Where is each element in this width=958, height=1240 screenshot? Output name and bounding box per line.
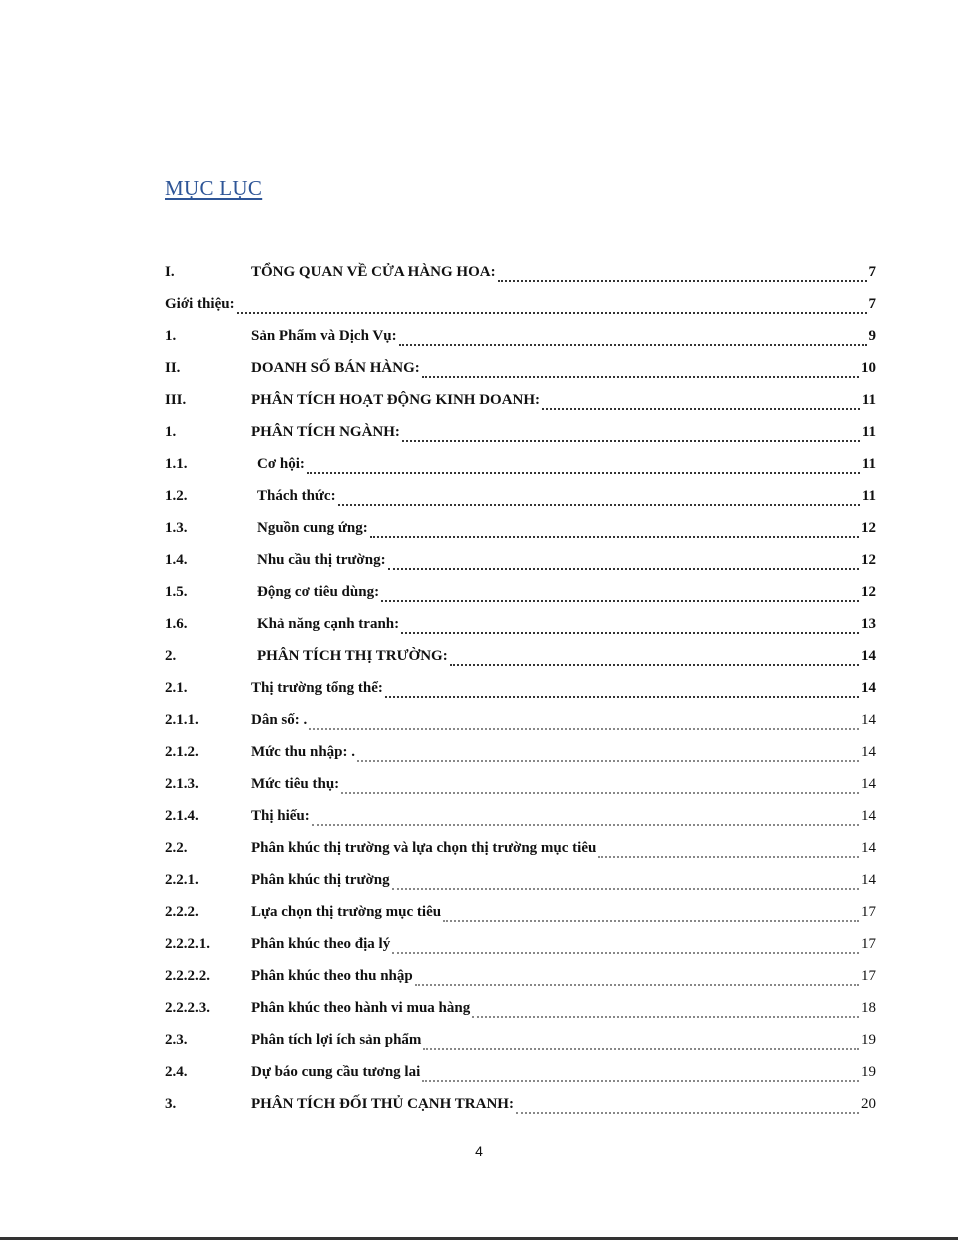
toc-entry-title: Cơ hội:	[257, 455, 305, 472]
toc-entry-title: Động cơ tiêu dùng:	[257, 583, 380, 600]
toc-entry-page: 14	[861, 775, 876, 792]
toc-entry-number: 3.	[165, 1095, 177, 1112]
toc-entry-title: PHÂN TÍCH NGÀNH:	[251, 423, 400, 440]
toc-entry[interactable]	[165, 1088, 876, 1120]
toc-entry[interactable]	[165, 896, 876, 928]
toc-entry-number: 2.3.	[165, 1031, 188, 1048]
toc-entry-page: 14	[861, 839, 876, 856]
toc-entry-page: 12	[861, 551, 876, 568]
toc-entry-page: 11	[861, 423, 876, 440]
toc-dot-leader	[423, 1034, 859, 1050]
toc-entry-page: 19	[861, 1063, 876, 1080]
toc-entry-number: III.	[165, 391, 187, 408]
toc-entry-page: 17	[861, 967, 876, 984]
toc-entry[interactable]	[165, 352, 876, 384]
toc-entry-page: 9	[868, 327, 876, 344]
toc-dot-leader	[422, 362, 859, 378]
toc-entry[interactable]	[165, 768, 876, 800]
toc-entry-page: 12	[861, 583, 876, 600]
toc-dot-leader	[338, 490, 860, 506]
toc-dot-leader	[498, 266, 867, 282]
toc-entry[interactable]	[165, 736, 876, 768]
toc-entry[interactable]	[165, 448, 876, 480]
toc-entry-number: 2.2.	[165, 839, 188, 856]
toc-dot-leader	[312, 810, 859, 826]
toc-dot-leader	[388, 554, 859, 570]
toc-entry-page: 14	[861, 743, 876, 760]
toc-entry-page: 18	[861, 999, 876, 1016]
toc-entry-title: Phân khúc theo thu nhập	[251, 967, 413, 984]
toc-dot-leader	[370, 522, 859, 538]
toc-entry-title: Dự báo cung cầu tương lai	[251, 1063, 421, 1080]
toc-dot-leader	[542, 394, 860, 410]
toc-entry[interactable]	[165, 704, 876, 736]
toc-dot-leader	[307, 458, 860, 474]
toc-entry-number: 1.	[165, 327, 177, 344]
toc-entry[interactable]	[165, 672, 876, 704]
toc-entry[interactable]	[165, 320, 876, 352]
toc-entry[interactable]	[165, 256, 876, 288]
toc-entry-title: Mức tiêu thụ:	[251, 775, 340, 792]
toc-entry-title: DOANH SỐ BÁN HÀNG:	[251, 359, 420, 376]
toc-dot-leader	[309, 714, 859, 730]
toc-entry-number: 2.1.3.	[165, 775, 199, 792]
toc-entry[interactable]	[165, 384, 876, 416]
toc-dot-leader	[341, 778, 859, 794]
toc-dot-leader	[443, 906, 859, 922]
toc-entry-number: 2.1.	[165, 679, 188, 696]
toc-entry-title: Phân khúc thị trường và lựa chọn thị trường mục tiêu	[251, 839, 597, 856]
toc-dot-leader	[402, 426, 860, 442]
toc-dot-leader	[392, 938, 859, 954]
toc-entry-number: II.	[165, 359, 181, 376]
toc-entry-title: Khả năng cạnh tranh:	[257, 615, 400, 632]
toc-entry-title: Phân khúc theo hành vi mua hàng	[251, 999, 471, 1016]
toc-entry-page: 13	[861, 615, 876, 632]
toc-dot-leader	[415, 970, 859, 986]
toc-entry-title: PHÂN TÍCH ĐỐI THỦ CẠNH TRANH:	[251, 1095, 514, 1112]
toc-entry-title: Thách thức:	[257, 487, 336, 504]
toc-entry[interactable]	[165, 800, 876, 832]
toc-dot-leader	[392, 874, 859, 890]
toc-entry-title: TỔNG QUAN VỀ CỬA HÀNG HOA:	[251, 263, 496, 280]
toc-entry-number: 2.	[165, 647, 177, 664]
toc-entry-page: 14	[861, 711, 876, 728]
toc-entry-title: Thị hiếu:	[251, 807, 310, 824]
toc-entry-page: 17	[861, 935, 876, 952]
toc-entry-number: 2.1.1.	[165, 711, 199, 728]
toc-dot-leader	[516, 1098, 859, 1114]
toc-entry[interactable]	[165, 960, 876, 992]
toc-entry[interactable]	[165, 544, 876, 576]
toc-entry-number: 2.2.2.1.	[165, 935, 210, 952]
toc-entry-number: 1.2.	[165, 487, 188, 504]
toc-entry-page: 12	[861, 519, 876, 536]
toc-entry-page: 19	[861, 1031, 876, 1048]
toc-entry-number: 2.1.4.	[165, 807, 199, 824]
toc-entry[interactable]	[165, 864, 876, 896]
toc-entry-number: 2.4.	[165, 1063, 188, 1080]
toc-entry[interactable]	[165, 608, 876, 640]
toc-entry-number: 1.4.	[165, 551, 188, 568]
toc-entry[interactable]	[165, 288, 876, 320]
toc-dot-leader	[399, 330, 867, 346]
toc-entry-number: 2.2.2.3.	[165, 999, 210, 1016]
toc-entry-title: Phân tích lợi ích sản phẩm	[251, 1031, 422, 1048]
toc-dot-leader	[598, 842, 859, 858]
toc-entry-page: 14	[861, 807, 876, 824]
toc-entry-title: Phân khúc thị trường	[251, 871, 390, 888]
toc-entry-number: 1.3.	[165, 519, 188, 536]
toc-entry-number: I.	[165, 263, 175, 280]
toc-entry[interactable]	[165, 1056, 876, 1088]
toc-dot-leader	[472, 1002, 859, 1018]
toc-entry[interactable]	[165, 1024, 876, 1056]
toc-entry-title: Sản Phẩm và Dịch Vụ:	[251, 327, 397, 344]
toc-entry-title: Lựa chọn thị trường mục tiêu	[251, 903, 442, 920]
toc-entry-number: 1.	[165, 423, 177, 440]
toc-entry-number: 1.5.	[165, 583, 188, 600]
toc-entry-title: Dân số: .	[251, 711, 308, 728]
toc-entry-page: 11	[861, 455, 876, 472]
toc-entry-page: 10	[861, 359, 876, 376]
toc-entry[interactable]	[165, 512, 876, 544]
toc-dot-leader	[237, 298, 867, 314]
toc-heading: MỤC LỤC	[165, 176, 263, 200]
toc-entry-number: 2.2.2.2.	[165, 967, 210, 984]
toc-entry-page: 14	[861, 871, 876, 888]
toc-entry[interactable]	[165, 416, 876, 448]
toc-dot-leader	[357, 746, 859, 762]
page-number: 4	[475, 1143, 483, 1159]
toc-dot-leader	[381, 586, 859, 602]
toc-entry-page: 14	[861, 647, 876, 664]
toc-entry-number: 2.1.2.	[165, 743, 199, 760]
toc-dot-leader	[450, 650, 859, 666]
toc-entry-page: 11	[861, 391, 876, 408]
toc-entry-title: Thị trường tổng thể:	[251, 679, 383, 696]
toc-entry-page: 11	[861, 487, 876, 504]
toc-entry-title: Nguồn cung ứng:	[257, 519, 368, 536]
toc-entry[interactable]	[165, 992, 876, 1024]
toc-entry-page: 14	[861, 679, 876, 696]
toc-entry-title: Phân khúc theo địa lý	[251, 935, 391, 952]
toc-entry-page: 20	[861, 1095, 876, 1112]
toc-entry-number: 1.1.	[165, 455, 188, 472]
toc-entry-page: 17	[861, 903, 876, 920]
toc-entry-number: 2.2.2.	[165, 903, 199, 920]
toc-entry[interactable]	[165, 576, 876, 608]
toc-entry-title: PHÂN TÍCH THỊ TRƯỜNG:	[257, 647, 448, 664]
toc-entry-page: 7	[868, 295, 876, 312]
toc-entry[interactable]	[165, 928, 876, 960]
toc-entry-title: Nhu cầu thị trường:	[257, 551, 386, 568]
toc-entry[interactable]	[165, 640, 876, 672]
toc-dot-leader	[401, 618, 859, 634]
toc-dot-leader	[385, 682, 859, 698]
toc-entry-number: 2.2.1.	[165, 871, 199, 888]
toc-entry-title: Mức thu nhập: .	[251, 743, 356, 760]
toc-entry-number: 1.6.	[165, 615, 188, 632]
toc-entry-page: 7	[868, 263, 876, 280]
toc-entry[interactable]	[165, 832, 876, 864]
table-of-contents	[165, 256, 876, 1120]
toc-entry[interactable]	[165, 480, 876, 512]
toc-entry-title: Giới thiệu:	[165, 295, 235, 312]
toc-entry-title: PHÂN TÍCH HOẠT ĐỘNG KINH DOANH:	[251, 391, 541, 408]
toc-dot-leader	[422, 1066, 859, 1082]
